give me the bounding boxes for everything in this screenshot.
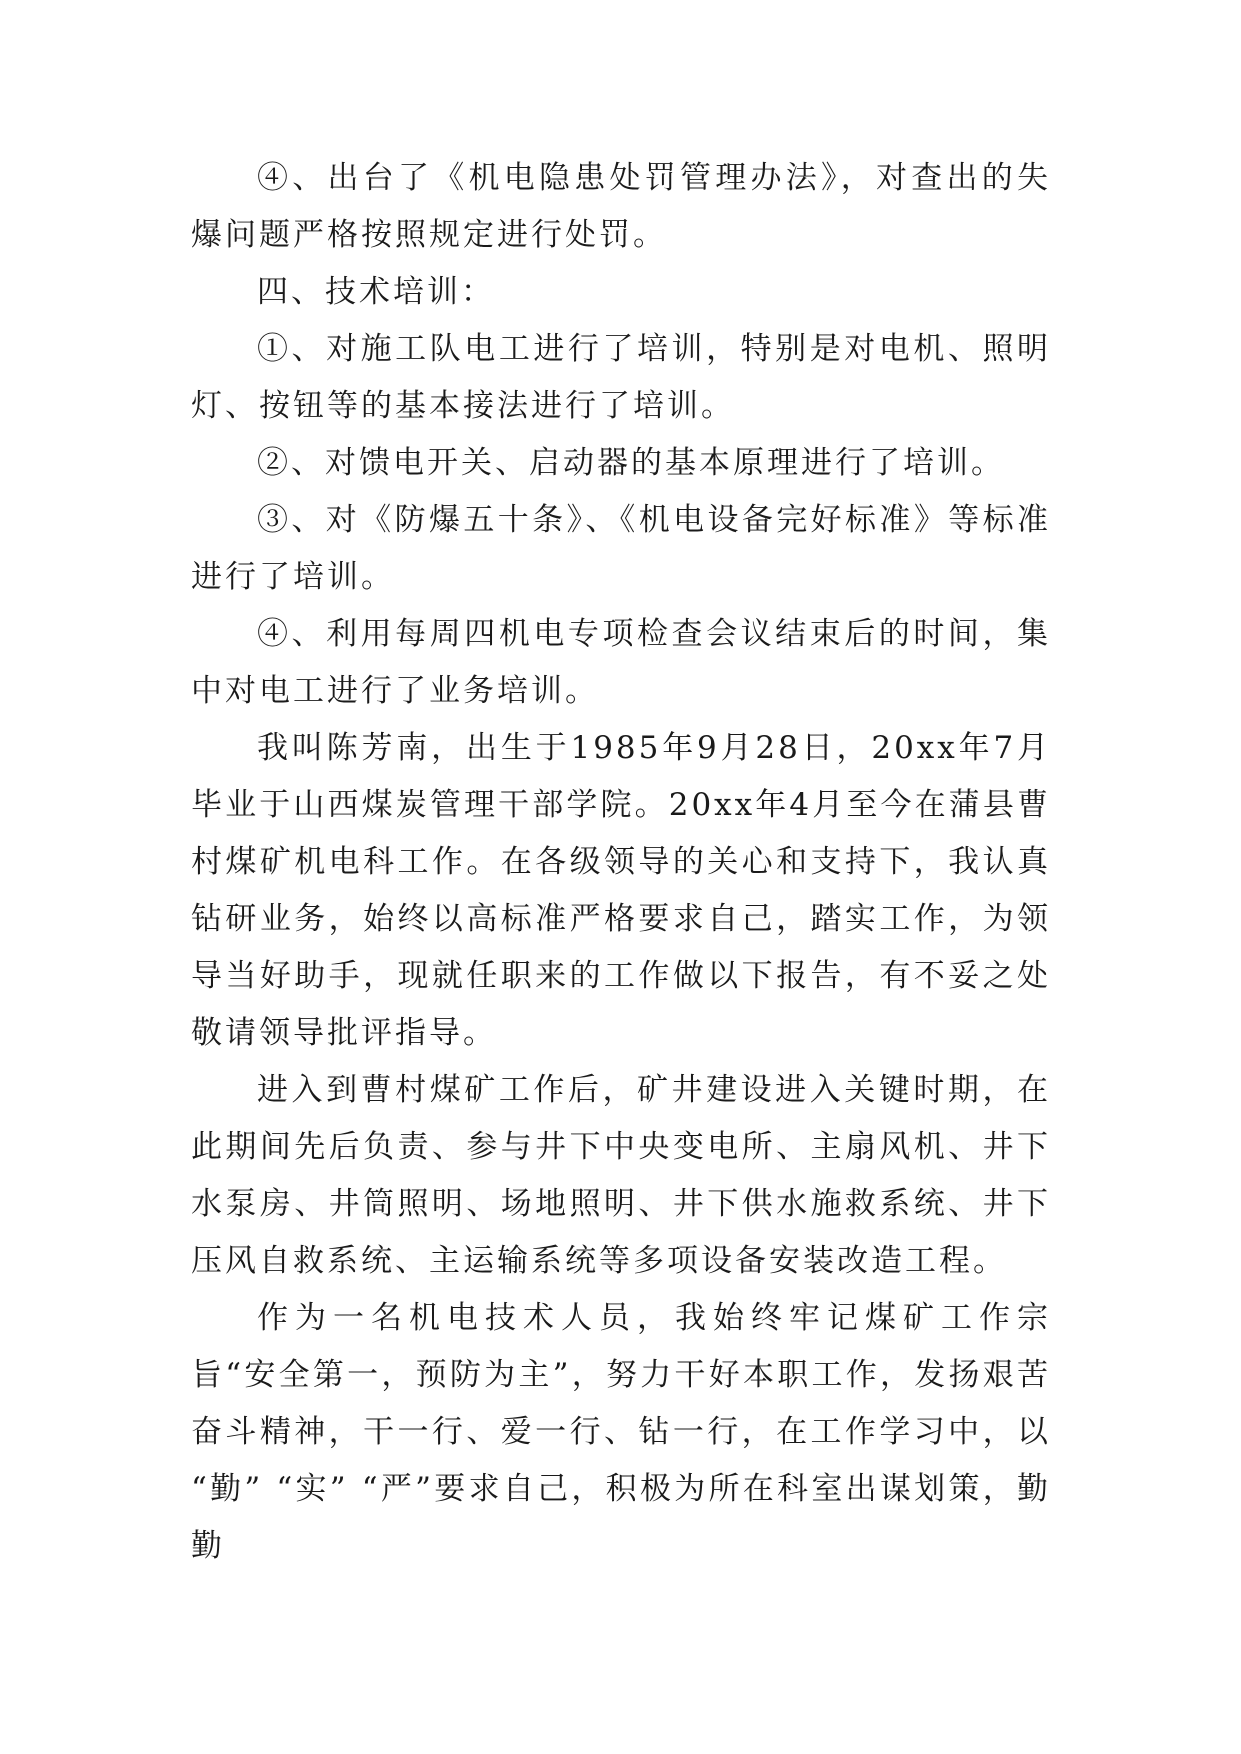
paragraph-projects: 进入到曹村煤矿工作后，矿井建设进入关键时期，在此期间先后负责、参与井下中央变电所、主扇风机、井下水泵房、井筒照明、场地照明、井下供水施救系统、井下压风自救系统、主运输系统等多项设备安装改造工程。 — [191, 1072, 1051, 1279]
paragraph-self-introduction: 我叫陈芳南，出生于1985年9月28日，20xx年7月毕业于山西煤炭管理干部学院。20xx年4月至今在蒲县曹村煤矿机电科工作。在各级领导的关心和支持下，我认真钻研业务，始终以高标准严格要求自己，踏实工作，为领导当好助手，现就任职来的工作做以下报告，有不妥之处敬请领导批评指导。 — [191, 730, 1051, 1051]
paragraph-training-item-3: ③、对《防爆五十条》、《机电设备完好标准》等标准进行了培训。 — [191, 502, 1051, 595]
paragraph-work-attitude: 作为一名机电技术人员，我始终牢记煤矿工作宗旨“安全第一，预防为主”，努力干好本职工作，发扬艰苦奋斗精神，干一行、爱一行、钻一行，在工作学习中，以 “勤” “实” “严”要求自己，积极为所在科室出谋划策，勤勤 — [191, 1300, 1051, 1564]
paragraph-training-item-4: ④、利用每周四机电专项检查会议结束后的时间，集中对电工进行了业务培训。 — [191, 616, 1051, 709]
document-body — [191, 150, 1051, 1575]
paragraph-penalty-measure: ④、出台了《机电隐患处罚管理办法》，对查出的失爆问题严格按照规定进行处罚。 — [191, 160, 1051, 253]
paragraph-training-item-2: ②、对馈电开关、启动器的基本原理进行了培训。 — [257, 445, 1005, 481]
paragraph-training-item-1: ①、对施工队电工进行了培训，特别是对电机、照明灯、按钮等的基本接法进行了培训。 — [191, 331, 1051, 424]
section-heading-technical-training: 四、技术培训： — [257, 274, 495, 310]
